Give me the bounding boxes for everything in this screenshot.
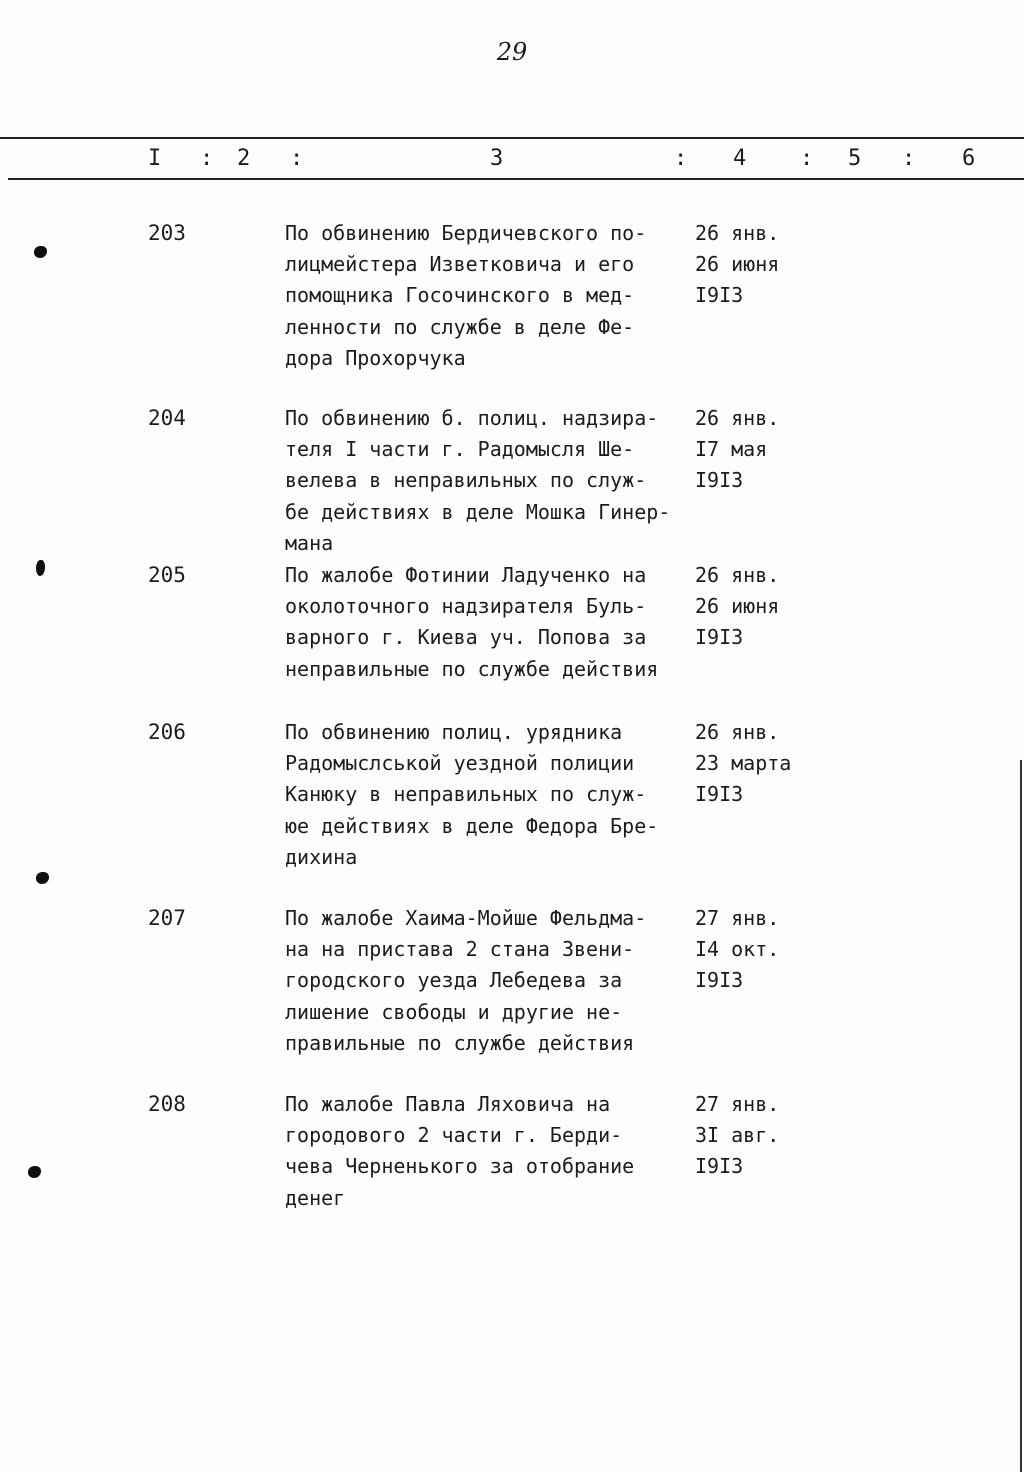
entry-dates: 26 янв. 23 марта I9I3 <box>695 720 792 807</box>
entry-description: По обвинению б. полиц. надзира- теля I части г. Радомысля Ше- велева в неправильных по служ- бе действиях в деле Мошка Гинер- мана <box>285 406 671 555</box>
column-separator: : <box>200 146 214 171</box>
column-header-5: 5 <box>848 146 862 171</box>
column-separator: : <box>290 146 304 171</box>
header-rule-bottom <box>8 178 1024 180</box>
entry-dates: 26 янв. I7 мая I9I3 <box>695 406 780 493</box>
column-header-3: 3 <box>490 146 504 171</box>
binding-hole-mark <box>36 872 49 884</box>
entry-dates: 26 янв. 26 июня I9I3 <box>695 563 780 650</box>
page-number: 29 <box>496 38 528 66</box>
column-separator: : <box>674 146 688 171</box>
column-header-6: 6 <box>962 146 976 171</box>
column-header-4: 4 <box>733 146 747 171</box>
binding-hole-mark <box>28 1166 41 1178</box>
entry-description: По жалобе Павла Ляховича на городового 2 части г. Берди- чева Черненького за отобрание денег <box>285 1092 635 1210</box>
entry-number: 204 <box>148 406 186 430</box>
entry-dates: 27 янв. I4 окт. I9I3 <box>695 906 780 993</box>
right-margin-rule <box>1020 760 1022 1472</box>
entry-number: 203 <box>148 221 186 245</box>
entry-description: По обвинению Бердичевского по- лицмейстера Изветковича и его помощника Госочинского в мед- ленности по службе в деле Фе- дора Прохорчука <box>285 221 647 370</box>
binding-hole-mark <box>34 246 47 258</box>
entry-dates: 26 янв. 26 июня I9I3 <box>695 221 780 308</box>
column-separator: : <box>902 146 916 171</box>
column-header-1: I <box>148 146 162 171</box>
header-rule-top <box>0 137 1024 139</box>
entry-description: По жалобе Фотинии Ладученко на околоточного надзирателя Буль- варного г. Киева уч. Попова за неправильные по службе действия <box>285 563 659 681</box>
entry-number: 207 <box>148 906 186 930</box>
entry-number: 208 <box>148 1092 186 1116</box>
entry-number: 206 <box>148 720 186 744</box>
column-separator: : <box>800 146 814 171</box>
entry-description: По обвинению полиц. урядника Радомыслськой уездной полиции Канюку в неправильных по служ- юе действиях в деле Федора Бре- дихина <box>285 720 659 869</box>
entry-description: По жалобе Хаима-Мойше Фельдма- на на пристава 2 стана Звени- городского уезда Лебедева за лишение свободы и другие не- правильные по службе действия <box>285 906 647 1055</box>
entry-number: 205 <box>148 563 186 587</box>
entry-dates: 27 янв. 3I авг. I9I3 <box>695 1092 780 1179</box>
binding-hole-mark <box>36 560 45 576</box>
column-header-2: 2 <box>237 146 251 171</box>
